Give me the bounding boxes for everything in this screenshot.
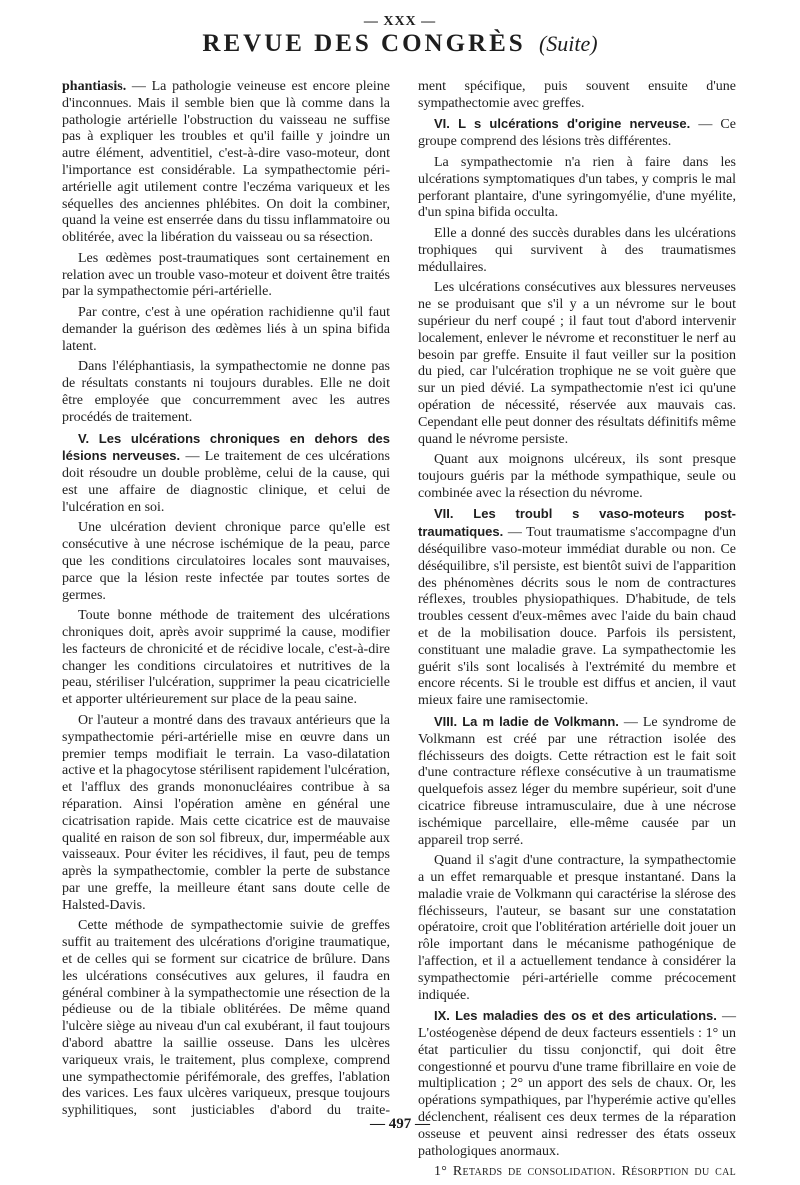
section-text: — Le syndrome de Volkmann est créé par une rétraction isolée des fléchisseurs des doigts. Cette rétraction est le fait soit d'une contracture réflexe consécutive à un traumatisme quelquefois assez léger du membre supérieur, soit d'une cicatrice fibreuse intramusculaire, due à une nécrose ischémique parcellaire, elle-même causée par un appareil trop serré.: [418, 714, 736, 848]
paragraph: Les œdèmes post-traumatiques sont certainement en relation avec un trouble vaso-moteur et doivent être traités par la sympathectomie péri-artérielle.: [62, 250, 390, 300]
paragraph: Cette méthode de sympathectomie suivie de greffes suffit au traitement des ulcérations d'origine traumatique, et de celles qui se forment sur cicatrice de brûlure. Dans les ulcérations consécutives aux gelures, il faudra en général combiner à la sympathectomie une résection de la pédieuse ou de la tibiale oblitérées. De même quand l'ulcère siège au niveau d'un cal exubérant, il faut toujours d'abord abattre la saillie osseuse. Dans les ulcères variqueux vrais, le traitement, plus complexe, comprend une sympathectomie périfémorale, des greffes, l'ablation des varices. Les faux ulcères variqueux, presque toujours syphilitiques, sont justiciables d'abord du traite-: [62, 918, 390, 1119]
paragraph: Par contre, c'est à une opération rachidienne qu'il faut demander la guérison des œdèmes liés à un spina bifida latent.: [62, 305, 390, 354]
paragraph-lead: phantiasis.: [62, 79, 127, 94]
roman-page-number: — XXX —: [363, 14, 437, 29]
section-heading: IX. Les maladies des os et des articulations.: [434, 1008, 717, 1024]
paragraph: Or l'auteur a montré dans des travaux antérieurs que la sympathectomie péri-artérielle mise en œuvre dans un premier temps modifiait le terrain. La vaso-dilatation active et la phagocytose stérilisent rapidement l'ulcération, et l'afflux des grands mononucléaires contribue à sa réparation. Ainsi l'opération amène en général une cicatrisation rapide. Mais cette cicatrice est de mauvaise qualité en raison de son sol fibreux, dur, imperméable aux vaisseaux. Pour éviter les récidives, il faut, peu de temps après la sympathectomie, combler la perte de substance par une greffe, la meilleure étant sans doute celle de Halsted-Davis.: [62, 712, 390, 913]
paragraph: Quand il s'agit d'une contracture, la sympathectomie a un effet remarquable et presque instantané. Dans la maladie vraie de Volkmann qui caractérise la slérose des fléchisseurs, l'auteur, se basant sur une constatation opératoire, croit que l'oblitération artérielle doit jouer un rôle important dans le mécanisme pathogénique de l'affection, et il a actuellement tendance à considérer la sympathectomie péri-artérielle comme précocement indiquée.: [418, 853, 736, 1003]
section-paragraph: [418, 116, 736, 151]
left-column: [62, 79, 390, 1124]
section-paragraph: [418, 714, 736, 849]
section-paragraph: [418, 1008, 736, 1160]
section-paragraph: [418, 506, 736, 710]
section-text: — Le traitement de ces ulcérations doit résoudre un double problème, celui de la cause, qui est une affaire de diagnostic clinique, et celui de l'ulcération en soi.: [62, 449, 391, 515]
paragraph: Les ulcérations consécutives aux blessures nerveuses ne se produisant que s'il y a un névrome sur le bout supérieur du nerf coupé ; il faut tout d'abord intervenir localement, enlever le névrome et reconstituer le nerf au besoin par greffe. Ensuite il faut veiller sur la position du pied, car l'ulcération trophique ne se voit guère que sur un pied dévié. La sympathectomie n'est ici qu'une opération de nécessité, réservée aux mauvais cas. Cependant elle peut donner des résultats définitifs même quand le névrome persiste.: [418, 280, 736, 447]
right-column: [418, 79, 736, 1185]
page-title: [0, 30, 800, 58]
page-header: [0, 0, 800, 80]
paragraph: Quant aux moignons ulcéreux, ils sont presque toujours guéris par la méthode sympathique, seule ou combinée avec la résection du névrome.: [418, 452, 736, 501]
subsection-heading: 1° Retards de consolidation. Résorption du cal: [434, 1164, 736, 1180]
paragraph-text: — La pathologie veineuse est encore pleine d'inconnues. Mais il semble bien que là comme dans la pathologie artérielle l'obstruction du vaisseau ne suffise pas à expliquer les troubles et qu'il faille y joindre un autre élément, adventitiel, c'est-à-dire vaso-moteur, dont l'importance est considérable. La sympathectomie péri-artérielle agit utilement contre l'eczéma variqueux et les séquelles des anciennes phlébites. On doit la combiner, quand la veine est enserrée dans du tissu inflammatoire ou oblitérée, avec la libération du vaisseau ou sa résection.: [62, 79, 390, 246]
paragraph: Elle a donné des succès durables dans les ulcérations trophiques qui survivent à des traumatismes médullaires.: [418, 226, 736, 275]
section-heading: VII. Les troubl s vaso-moteurs post-traumatiques.: [418, 506, 736, 540]
page-number-footer: — 497 —: [370, 1116, 430, 1132]
section-heading: VI. L s ulcérations d'origine nerveuse.: [434, 116, 691, 132]
paragraph: Dans l'éléphantiasis, la sympathectomie ne donne pas de résultats constants ni toujours durables. Elle ne doit être employée que concurremment avec les autres procédés de traitement.: [62, 359, 390, 425]
paragraph: Une ulcération devient chronique parce qu'elle est consécutive à une nécrose ischémique de la peau, parce que les conditions circulatoires locales sont mauvaises, parce que la lésion reste infectée par toutes sortes de germes.: [62, 520, 390, 603]
paragraph: Toute bonne méthode de traitement des ulcérations chroniques doit, après avoir supprimé la cause, modifier les facteurs de chronicité et de récidive locale, c'est-à-dire changer les conditions circulatoires et nutritives de la peau, stériliser l'ulcération, supprimer la peau cicatricielle et apporter ultérieurement sur place de la peau saine.: [62, 608, 390, 708]
page-title-suffix: (Suite): [538, 31, 598, 56]
section-heading: V. Les ulcérations chroniques en dehors des lésions nerveuses.: [62, 430, 390, 464]
section-text: — L'ostéogenèse dépend de deux facteurs essentiels : 1° un état particulier du tissu conjonctif, qui doit être congestionné et pourvu d'une trame fibrillaire en voie de multiplication ; 2° un apport des sels de chaux. Or, les opérations sympathiques, par l'hyperémie active qu'elles déclenchent, réalisent ces deux termes de la réparation osseuse et peuvent ainsi redresser des états osseux pathologiques anormaux.: [418, 1009, 736, 1159]
section-text: — Ce groupe comprend des lésions très différentes.: [418, 117, 736, 150]
section-paragraph: [62, 431, 390, 517]
page-title-main: REVUE DES CONGRÈS: [202, 30, 526, 57]
section-text: — Tout traumatisme s'accompagne d'un déséquilibre vaso-moteur immédiat durable ou non. Ce déséquilibre, s'il persiste, est bientôt suivi de l'apparition des phénomènes décrits sous le nom de contractures réflexes, troubles physiopathiques. D'habitude, de tels troubles cessent d'eux-mêmes avec l'aide du bain chaud et de la mobilisation douce. Parfois ils persistent, constituant une maladie grave. La sympathectomie les guérit s'ils sont localisés à l'extrémité du membre et encore récents. Si le trouble est diffus et ancien, il vaut mieux faire une ramisectomie.: [418, 525, 736, 709]
section-heading: VIII. La m ladie de Volkmann.: [434, 713, 619, 729]
paragraph: [62, 79, 390, 247]
paragraph: La sympathectomie n'a rien à faire dans les ulcérations symptomatiques d'un tabes, y compris le mal perforant plantaire, d'une syringomyélie, d'une myélite, d'un spina bifida occulta.: [418, 154, 736, 221]
paragraph: ment spécifique, puis souvent ensuite d'une sympathectomie avec greffes.: [418, 79, 736, 111]
